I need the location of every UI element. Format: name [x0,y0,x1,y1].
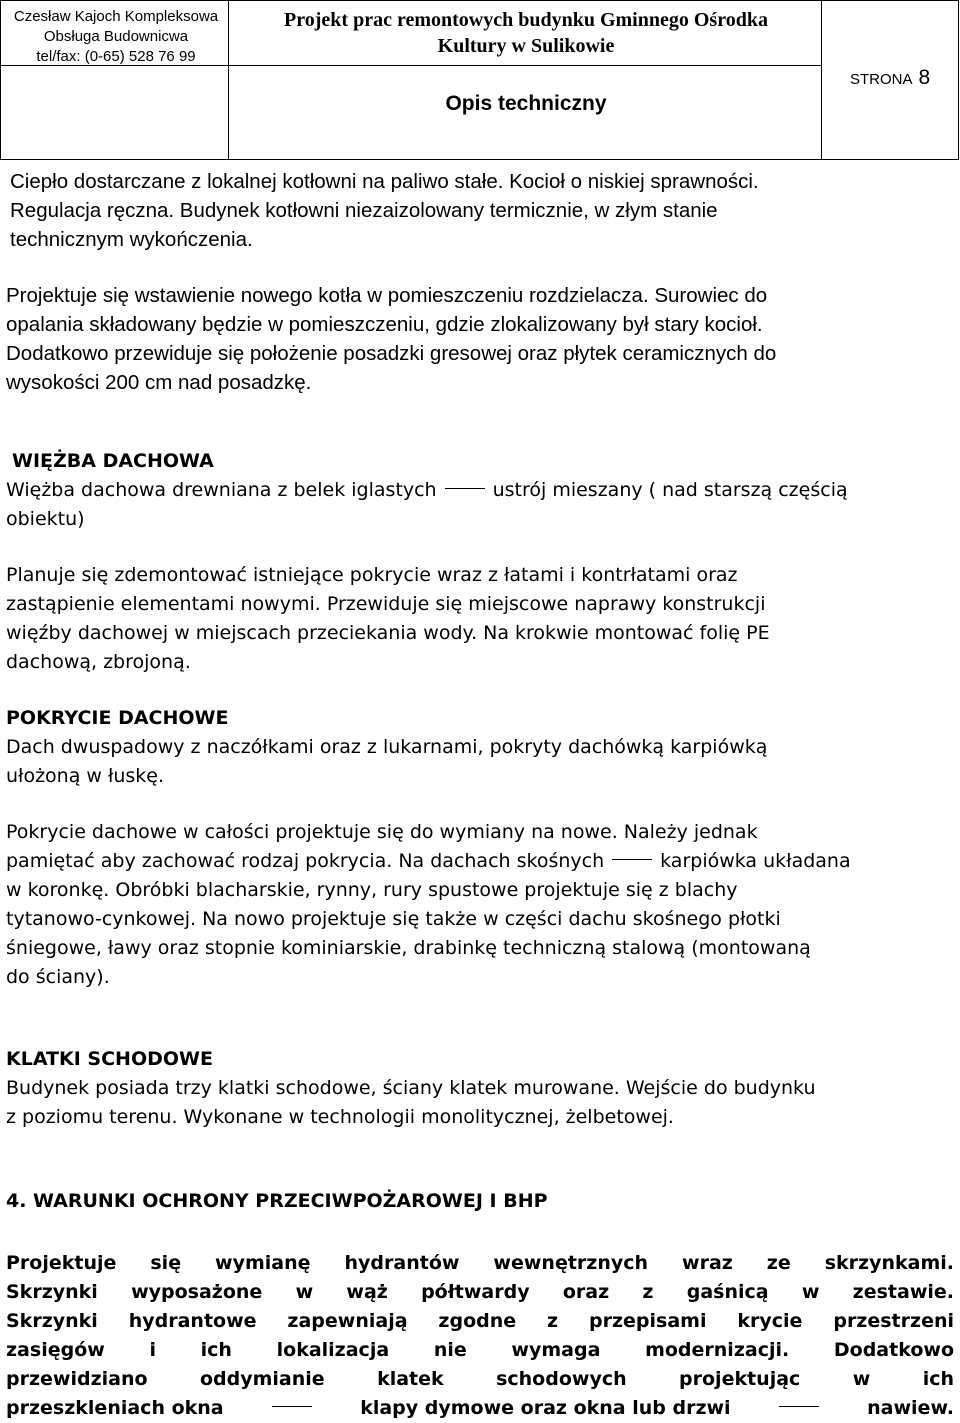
text-line: do ściany). [6,966,110,988]
text-line: z poziomu terenu. Wykonane w technologii monolitycznej, żelbetowej. [6,1106,674,1128]
paragraph-boiler [6,281,954,397]
text-line: opalania składowany będzie w pomieszczeniu, gdzie zlokalizowany był stary kocioł. [6,313,763,336]
em-dash [445,488,485,489]
text-line: Projektuje się wstawienie nowego kotła w pomieszczeniu rozdzielacza. Surowiec do [6,284,768,307]
text-line: Dodatkowo przewiduje się położenie posadzki gresowej oraz płytek ceramicznych do [6,342,777,365]
text-line: Pokrycie dachowe w całości projektuje się do wymiany na nowe. Należy jednak [6,821,758,843]
text-fragment: karpiówka układana [660,850,851,872]
text-line: zastąpienie elementami nowymi. Przewiduje się miejscowe naprawy konstrukcji [6,593,766,615]
text-fragment: ustrój mieszany ( nad starszą częścią [492,479,848,501]
company-phone: tel/fax: (0-65) 528 76 99 [36,48,196,65]
text-fragment: nawiew. [867,1397,954,1419]
paragraph-section-4 [6,1249,954,1423]
text-line: Dach dwuspadowy z naczółkami oraz z lukarnami, pokryty dachówką karpiówką [6,736,768,758]
company-name: Czesław Kajoch Kompleksowa [13,8,219,25]
text-line: Skrzynki wyposażone w wąż półtwardy oraz z gaśnicą w zestawie. [6,1281,954,1303]
company-info [7,7,225,67]
text-line: wysokości 200 cm nad posadzkę. [6,371,312,394]
text-line [6,847,954,876]
text-line: zasięgów i ich lokalizacja nie wymaga modernizacji. Dodatkowo [6,1339,954,1361]
paragraph-wiezba-plan [6,561,954,677]
paragraph-pokrycie-roof [6,733,954,791]
project-title-cell [228,0,822,66]
em-dash [779,1406,819,1407]
heading-pokrycie: POKRYCIE DACHOWE [6,707,229,729]
document-header [0,0,958,160]
text-line: dachową, zbrojoną. [6,651,191,673]
text-line: ułożoną w łuskę. [6,765,165,787]
em-dash [612,859,652,860]
text-line: Ciepło dostarczane z lokalnej kotłowni na paliwo stałe. Kocioł o niskiej sprawności. [10,170,759,193]
text-line: tytanowo-cynkowej. Na nowo projektuje się także w części dachu skośnego płotki [6,908,781,930]
text-line: technicznym wykończenia. [10,228,253,251]
text-line: przewidziano oddymianie klatek schodowych projektując w ich [6,1368,954,1390]
em-dash [272,1406,312,1407]
header-empty-cell [0,65,229,160]
company-service: Obsługa Budownicwa [43,28,189,45]
text-fragment: Więżba dachowa drewniana z belek iglastych [6,479,437,501]
text-fragment: klapy dymowe oraz okna lub drzwi [360,1397,731,1419]
paragraph-pokrycie-replace [6,818,954,992]
text-line: Planuje się zdemontować istniejące pokrycie wraz z łatami i kontrłatami oraz [6,564,738,586]
text-line: w koronkę. Obróbki blacharskie, rynny, rury spustowe projektuje się z blachy [6,879,738,901]
heading-wiezba: WIĘŻBA DACHOWA [12,450,214,472]
doc-title: Opis techniczny [445,92,607,115]
heading-section-4: 4. WARUNKI OCHRONY PRZECIWPOŻAROWEJ I BHP [6,1190,548,1212]
page-number: 8 [918,66,931,89]
company-cell [0,0,229,66]
text-fragment: pamiętać aby zachować rodzaj pokrycia. Na dachach skośnych [6,850,605,872]
doc-title-cell [228,65,822,160]
page-label: STRONA [850,71,913,88]
text-line: więźby dachowej w miejscach przeciekania wody. Na krokwie montować folię PE [6,622,770,644]
project-title-line2: Kultury w Sulikowie [437,35,615,57]
text-line [6,476,954,505]
project-title [229,7,823,59]
page-indicator [850,66,930,90]
text-line: obiektu) [6,508,85,530]
text-line: Projektuje się wymianę hydrantów wewnętrznych wraz ze skrzynkami. [6,1252,954,1274]
paragraph-heating [10,167,958,254]
text-line: Skrzynki hydrantowe zapewniają zgodne z przepisami krycie przestrzeni [6,1310,954,1332]
text-line [6,1394,954,1423]
text-line: Regulacja ręczna. Budynek kotłowni niezaizolowany termicznie, w złym stanie [10,199,718,222]
project-title-line1: Projekt prac remontowych budynku Gminnego Ośrodka [284,9,768,31]
text-fragment: przeszkleniach okna [6,1397,224,1419]
text-line: Budynek posiada trzy klatki schodowe, ściany klatek murowane. Wejście do budynku [6,1077,816,1099]
paragraph-klatki [6,1074,954,1132]
heading-klatki: KLATKI SCHODOWE [6,1048,213,1070]
text-line: śniegowe, ławy oraz stopnie kominiarskie, drabinkę techniczną stalową (montowaną [6,937,811,959]
paragraph-wiezba-intro [6,476,954,534]
